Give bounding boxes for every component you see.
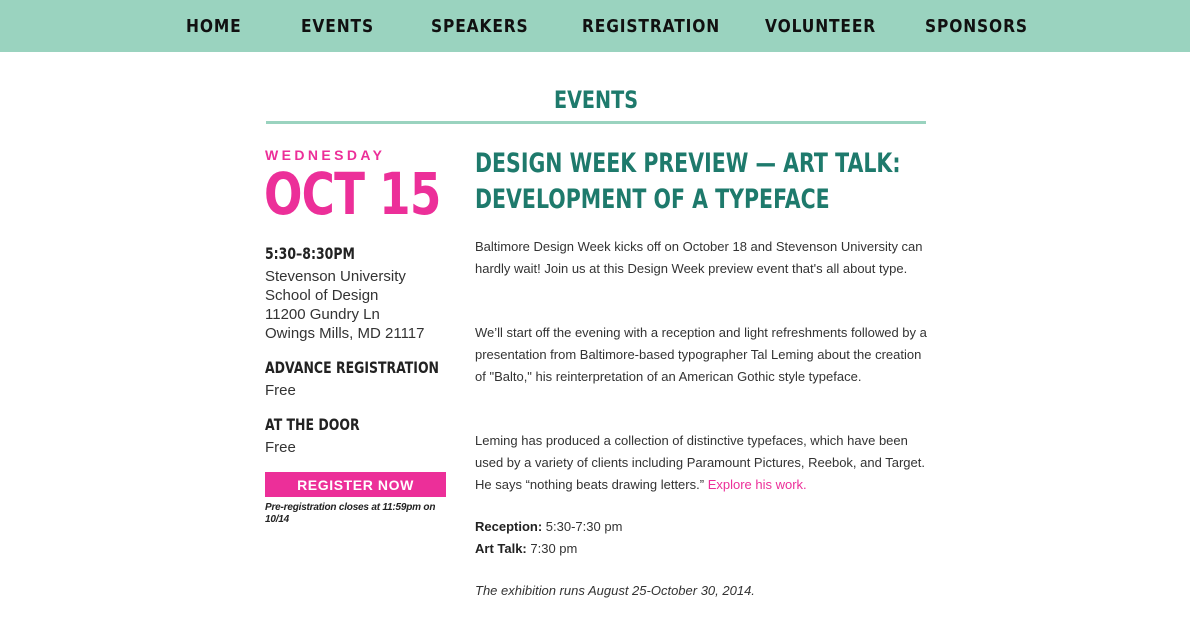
advance-registration-price: Free [265, 382, 296, 399]
venue-line: School of Design [265, 287, 379, 304]
nav-sponsors[interactable]: SPONSORS [925, 16, 1028, 37]
art-talk-info [475, 538, 927, 560]
art-talk-time: 7:30 pm [530, 541, 578, 556]
venue-line: 11200 Gundry Ln [265, 306, 380, 323]
at-the-door-price: Free [265, 439, 296, 456]
event-title [475, 146, 901, 218]
event-date: OCT 15 [264, 160, 441, 228]
page-title: EVENTS [553, 86, 639, 114]
art-talk-label: Art Talk: [475, 541, 527, 556]
explore-work-link[interactable]: Explore his work. [707, 477, 807, 492]
event-day: WEDNESDAY [265, 147, 386, 163]
preregistration-note: Pre-registration closes at 11:59pm on 10/14 [265, 502, 436, 525]
event-title-line: DESIGN WEEK PREVIEW — ART TALK: [475, 148, 901, 179]
description-paragraph [475, 430, 927, 496]
exhibition-note: The exhibition runs August 25-October 30, 2014. [475, 583, 755, 598]
description-paragraph: Baltimore Design Week kicks off on October 18 and Stevenson University can hardly wait! Join us at this Design Week preview event that's all about type. [475, 239, 923, 276]
venue-line: Owings Mills, MD 21117 [265, 325, 425, 342]
reception-time: 5:30-7:30 pm [545, 519, 623, 534]
reception-label: Reception: [475, 519, 543, 534]
event-title-line: DEVELOPMENT OF A TYPEFACE [475, 184, 830, 215]
nav-volunteer[interactable]: VOLUNTEER [765, 16, 877, 37]
nav-speakers[interactable]: SPEAKERS [431, 16, 529, 37]
nav-events[interactable]: EVENTS [301, 16, 374, 37]
title-divider [266, 121, 926, 124]
description-paragraph: We’ll start off the evening with a reception and light refreshments followed by a presentation from Baltimore-based typographer Tal Leming about the creation of "Balto," his reinterpretation of an American Gothic style typeface. [475, 325, 927, 384]
register-now-button[interactable]: REGISTER NOW [265, 472, 446, 497]
paragraph-text: Leming has produced a collection of distinctive typefaces, which have been used by a variety of clients including Paramount Pictures, Reebok, and Target. He says “nothing beats drawing letters.” [475, 433, 925, 492]
venue-line: Stevenson University [265, 268, 406, 285]
nav-home[interactable]: HOME [186, 16, 242, 37]
top-nav [0, 0, 1190, 52]
event-time: 5:30–8:30PM [265, 244, 355, 263]
advance-registration-label: ADVANCE REGISTRATION [265, 358, 440, 377]
reception-info [475, 516, 927, 538]
nav-registration[interactable]: REGISTRATION [582, 16, 721, 37]
at-the-door-label: AT THE DOOR [265, 415, 360, 434]
